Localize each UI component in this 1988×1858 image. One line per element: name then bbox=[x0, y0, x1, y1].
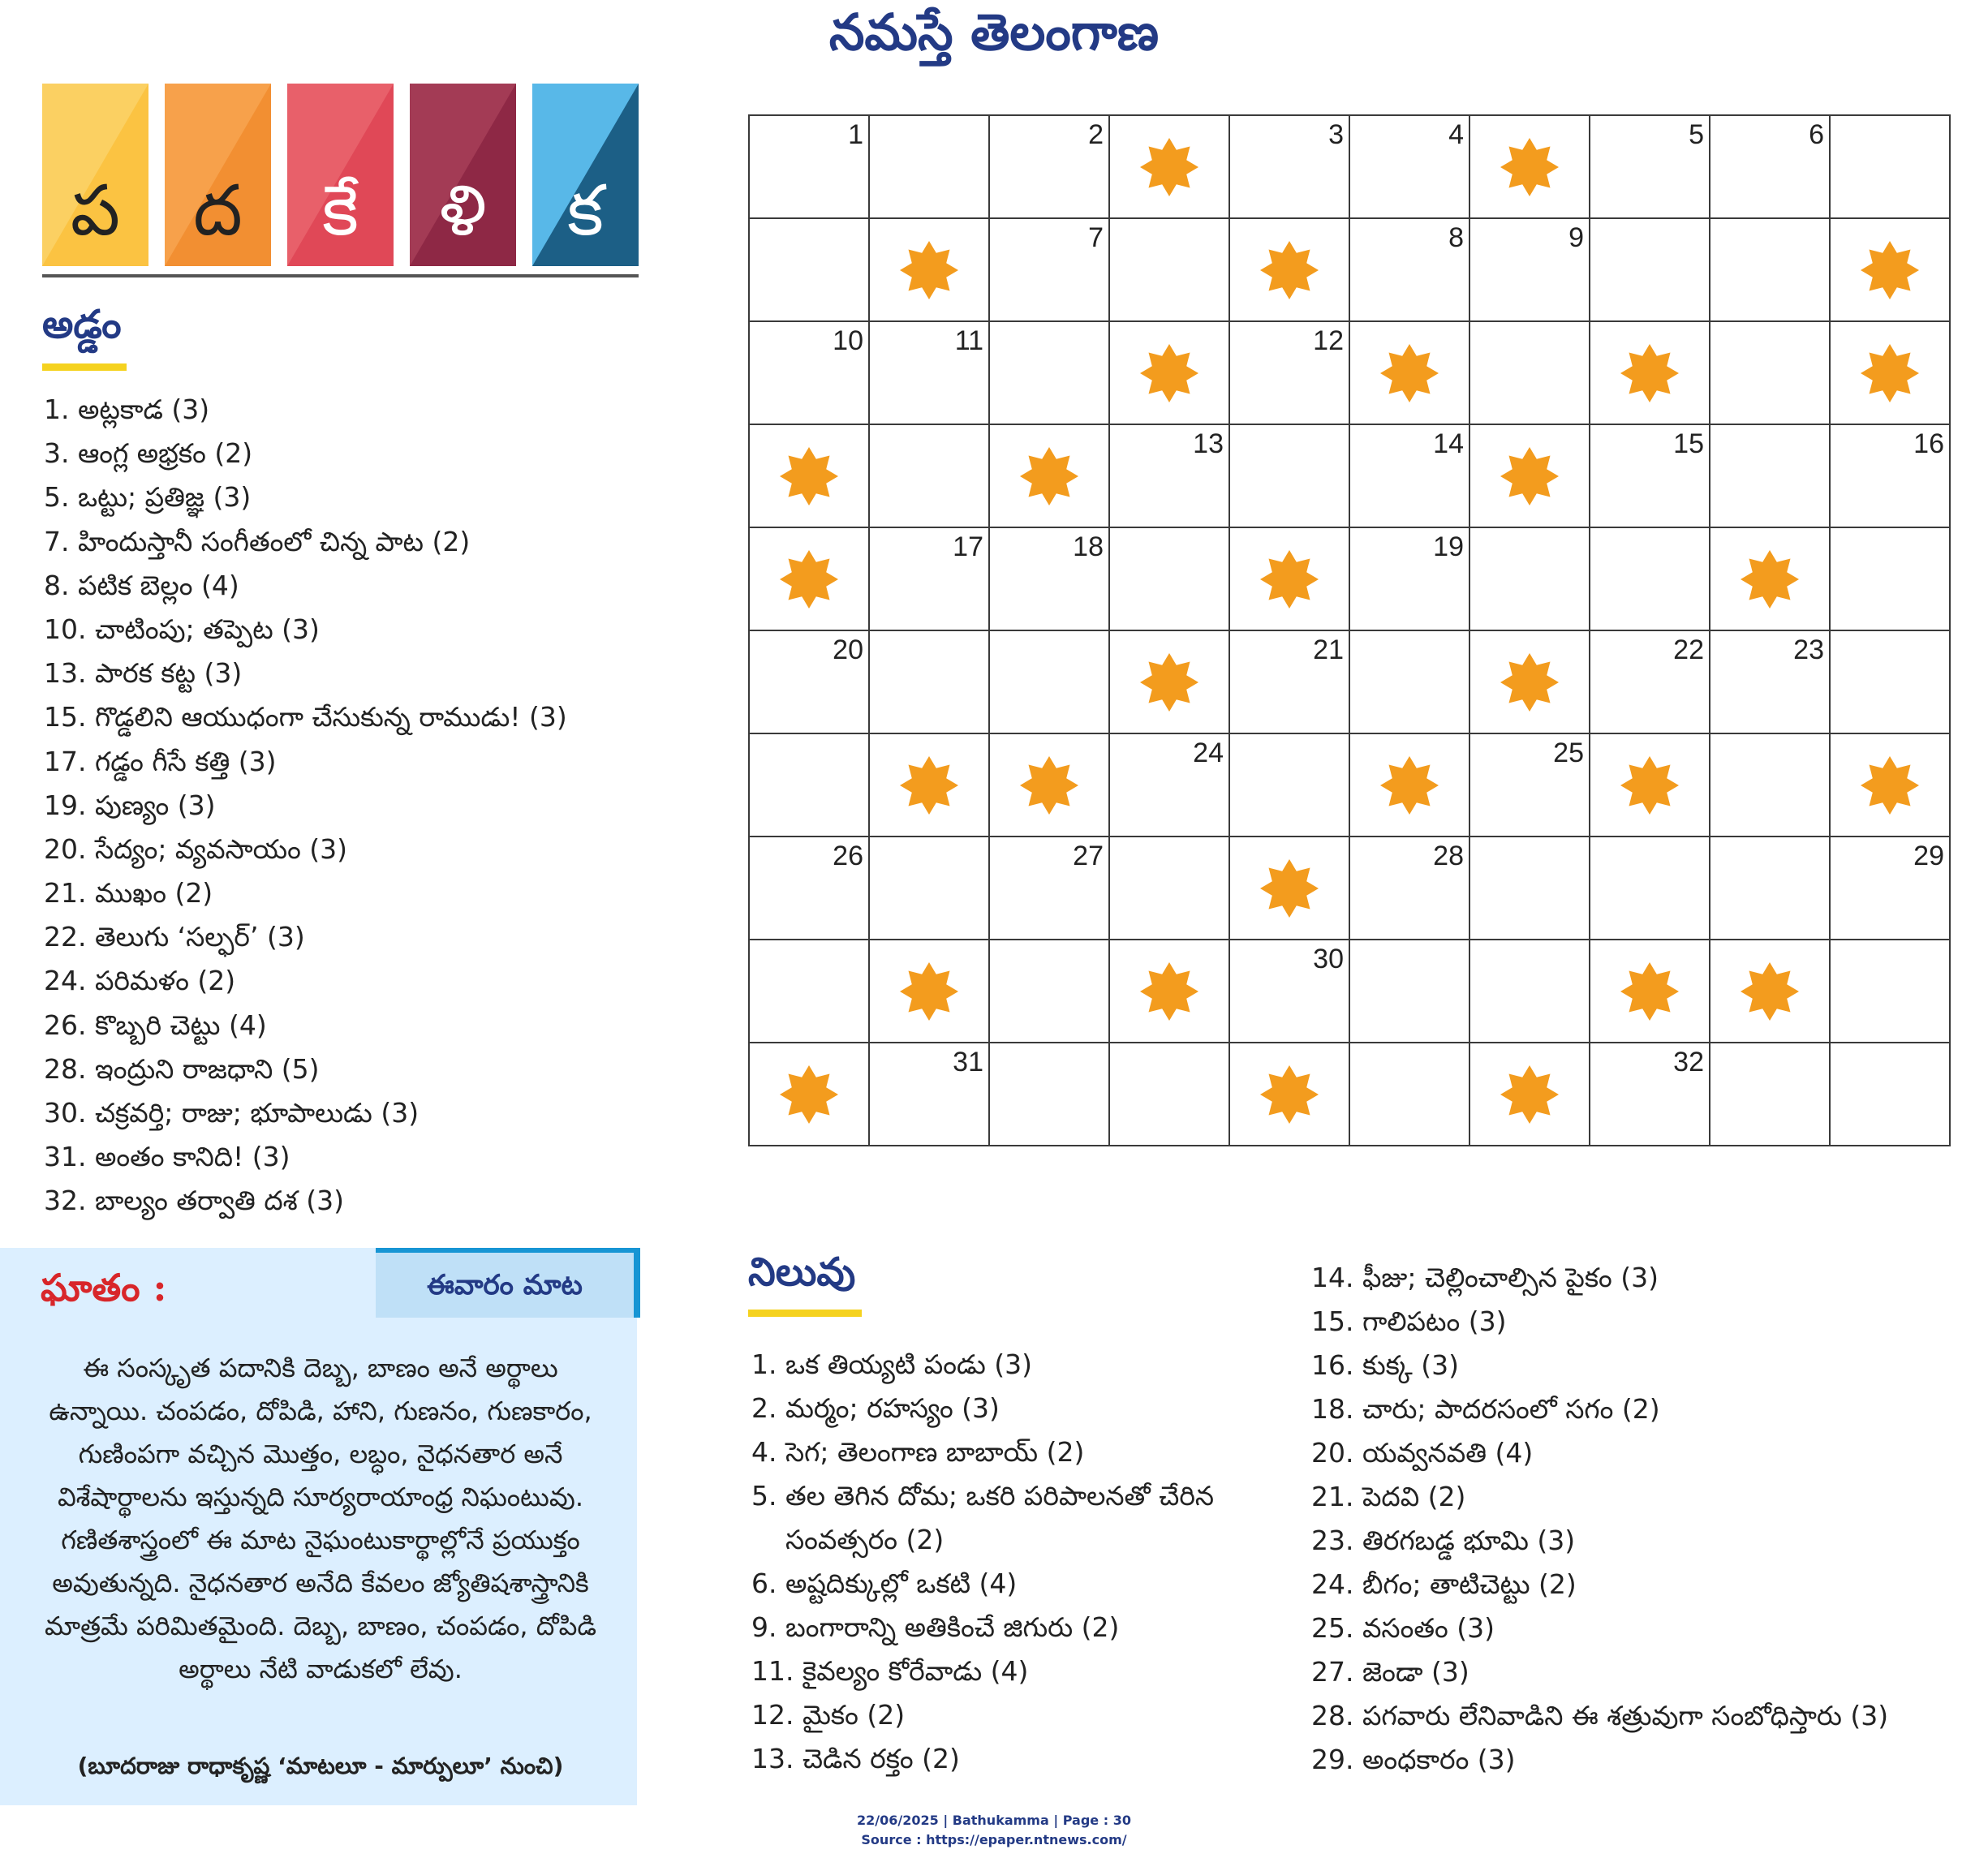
grid-row bbox=[749, 940, 1950, 1043]
grid-cell bbox=[869, 733, 989, 837]
word-of-week-text: ఈ సంస్కృత పదానికి దెబ్బ, బాణం అనే అర్థాలు ఉన్నాయి. చంపడం, దోపిడి, హాని, గుణనం, గుణకారం, గుణింపగా వచ్చిన మొత్తం, లబ్ధం, నైధనతార అనే విశేషార్థాలను ఇస్తున్నది సూర్యరాయాంధ్ర నిఘంటువు. గణితశాస్త్రంలో ఈ మాట నైఘంటుకార్థాల్లోనే ప్రయుక్తం అవుతున్నది. నైధనతార అనేది కేవలం జ్యోతిషశాస్త్రానికి మాత్రమే పరిమితమైంది. దెబ్బ, బాణం, చంపడం, దోపిడి అర్థాలు నేటి వాడుకలో లేవు. bbox=[45, 1353, 596, 1684]
grid-cell bbox=[1469, 424, 1590, 527]
cell-number: 8 bbox=[1448, 222, 1464, 253]
star-icon bbox=[1019, 446, 1079, 506]
star-icon bbox=[1139, 652, 1199, 712]
grid-row bbox=[749, 527, 1950, 630]
grid-cell bbox=[1830, 218, 1950, 321]
clue-item: 19. పుణ్యం (3) bbox=[44, 789, 216, 821]
grid-cell bbox=[749, 424, 869, 527]
clue-item: 6. అష్టదిక్కుల్లో ఒకటి (4) bbox=[751, 1568, 1018, 1599]
star-icon bbox=[1620, 961, 1680, 1021]
clue-item: సంవత్సరం (2) bbox=[785, 1524, 945, 1555]
cell-number: 6 bbox=[1809, 119, 1824, 150]
clue-item: 3. ఆంగ్ల అభ్రకం (2) bbox=[44, 437, 253, 470]
grid-cell bbox=[1109, 630, 1229, 733]
clue-item: 29. అంధకారం (3) bbox=[1311, 1744, 1516, 1775]
clue-item: 32. బాల్యం తర్వాతి దశ (3) bbox=[44, 1185, 345, 1217]
clue-item: 1. ఒక తియ్యటి పండు (3) bbox=[751, 1348, 1033, 1380]
clue-item: 20. యవ్వనవతి (4) bbox=[1311, 1437, 1534, 1469]
grid-cell[interactable] bbox=[1109, 527, 1229, 630]
title-block-5 bbox=[532, 84, 639, 266]
cell-number: 19 bbox=[1433, 531, 1464, 562]
grid-row bbox=[749, 733, 1950, 837]
clue-item: 18. చారు; పాదరసంలో సగం (2) bbox=[1311, 1393, 1660, 1425]
grid-cell bbox=[1469, 115, 1590, 218]
down-clue-list-1 bbox=[751, 1343, 1214, 1781]
grid-cell[interactable] bbox=[1590, 115, 1710, 218]
grid-cell[interactable] bbox=[1830, 424, 1950, 527]
grid-cell bbox=[1349, 321, 1469, 424]
across-underline bbox=[42, 363, 127, 371]
star-icon bbox=[899, 755, 959, 815]
clue-item: 23. తిరగబడ్డ భూమి (3) bbox=[1311, 1525, 1576, 1556]
star-icon bbox=[1500, 1064, 1560, 1125]
grid-cell[interactable] bbox=[1469, 321, 1590, 424]
grid-cell[interactable] bbox=[1109, 733, 1229, 837]
clue-item: 2. మర్మం; రహస్యం (3) bbox=[751, 1392, 1000, 1424]
star-icon bbox=[779, 1064, 839, 1125]
grid-cell[interactable] bbox=[1710, 733, 1830, 837]
title-block-2 bbox=[165, 84, 271, 266]
title-block-letter: క bbox=[567, 170, 604, 252]
clue-item: 24. పరిమళం (2) bbox=[44, 965, 236, 997]
grid-cell[interactable] bbox=[1590, 1043, 1710, 1146]
grid-cell bbox=[1349, 733, 1469, 837]
down-underline bbox=[748, 1310, 862, 1317]
grid-cell bbox=[1830, 321, 1950, 424]
cell-number: 9 bbox=[1568, 222, 1584, 253]
down-heading: నిలువు bbox=[748, 1249, 856, 1295]
grid-cell[interactable] bbox=[1590, 218, 1710, 321]
star-icon bbox=[1500, 446, 1560, 506]
grid-cell[interactable] bbox=[869, 837, 989, 940]
grid-cell[interactable] bbox=[1710, 1043, 1830, 1146]
cell-number: 30 bbox=[1313, 944, 1344, 974]
grid-cell[interactable] bbox=[749, 940, 869, 1043]
grid-cell[interactable] bbox=[749, 115, 869, 218]
grid-cell[interactable] bbox=[749, 837, 869, 940]
title-block-letter: కే bbox=[322, 170, 359, 252]
across-heading: అడ్డం bbox=[42, 302, 122, 347]
cell-number: 14 bbox=[1433, 428, 1464, 459]
cell-number: 15 bbox=[1673, 428, 1704, 459]
grid-cell[interactable] bbox=[1469, 940, 1590, 1043]
clue-item: 21. ముఖం (2) bbox=[44, 877, 213, 910]
clue-item: 17. గడ్డం గీసే కత్తి (3) bbox=[44, 745, 277, 777]
grid-row bbox=[749, 218, 1950, 321]
star-icon bbox=[1500, 652, 1560, 712]
grid-cell[interactable] bbox=[1469, 837, 1590, 940]
grid-cell[interactable] bbox=[1469, 733, 1590, 837]
title-block-letter: ళి bbox=[439, 170, 487, 252]
cell-number: 1 bbox=[848, 119, 863, 150]
grid-cell[interactable] bbox=[869, 527, 989, 630]
grid-cell[interactable] bbox=[869, 630, 989, 733]
grid-cell[interactable] bbox=[1710, 424, 1830, 527]
cell-number: 10 bbox=[833, 325, 863, 356]
cell-number: 16 bbox=[1913, 428, 1944, 459]
grid-cell[interactable] bbox=[1830, 527, 1950, 630]
grid-cell bbox=[1229, 1043, 1349, 1146]
clue-item: 7. హిందుస్తానీ సంగీతంలో చిన్న పాట (2) bbox=[44, 525, 471, 557]
cell-number: 5 bbox=[1689, 119, 1704, 150]
cell-number: 18 bbox=[1073, 531, 1104, 562]
clue-item: 31. అంతం కానిది! (3) bbox=[44, 1141, 290, 1173]
star-icon bbox=[1259, 549, 1319, 609]
title-block-letter: ద bbox=[193, 170, 243, 252]
grid-cell[interactable] bbox=[869, 115, 989, 218]
grid-cell[interactable] bbox=[1830, 630, 1950, 733]
star-icon bbox=[1019, 755, 1079, 815]
cell-number: 25 bbox=[1553, 738, 1584, 768]
across-clue-list bbox=[44, 388, 567, 1224]
clue-item: 21. పెదవి (2) bbox=[1311, 1481, 1466, 1512]
cell-number: 13 bbox=[1193, 428, 1224, 459]
cell-number: 29 bbox=[1913, 841, 1944, 871]
title-block-3 bbox=[287, 84, 394, 266]
clue-item: 1. అట్లకాడ (3) bbox=[44, 394, 210, 425]
grid-cell[interactable] bbox=[1830, 1043, 1950, 1146]
cell-number: 22 bbox=[1673, 634, 1704, 665]
star-icon bbox=[1379, 343, 1439, 403]
grid-cell[interactable] bbox=[989, 218, 1109, 321]
grid-row bbox=[749, 115, 1950, 218]
star-icon bbox=[1860, 240, 1920, 300]
clue-item: 12. మైకం (2) bbox=[751, 1699, 906, 1731]
star-icon bbox=[1139, 343, 1199, 403]
grid-cell[interactable] bbox=[989, 321, 1109, 424]
grid-cell bbox=[1469, 630, 1590, 733]
star-icon bbox=[779, 446, 839, 506]
grid-cell[interactable] bbox=[1229, 115, 1349, 218]
star-icon bbox=[1620, 343, 1680, 403]
cell-number: 31 bbox=[953, 1047, 983, 1077]
grid-cell bbox=[1229, 218, 1349, 321]
grid-cell[interactable] bbox=[1710, 218, 1830, 321]
clue-item: 15. గొడ్డలిని ఆయుధంగా చేసుకున్న రాముడు! (3) bbox=[44, 701, 567, 733]
grid-cell[interactable] bbox=[1229, 321, 1349, 424]
grid-cell bbox=[1830, 733, 1950, 837]
grid-cell bbox=[749, 527, 869, 630]
clue-item: 9. బంగారాన్ని అతికించే జిగురు (2) bbox=[751, 1611, 1120, 1643]
grid-cell bbox=[1109, 940, 1229, 1043]
title-block-letter: ప bbox=[70, 170, 121, 252]
grid-row bbox=[749, 837, 1950, 940]
star-icon bbox=[1620, 755, 1680, 815]
grid-cell bbox=[1590, 733, 1710, 837]
grid-cell bbox=[989, 424, 1109, 527]
star-icon bbox=[1259, 1064, 1319, 1125]
cell-number: 26 bbox=[833, 841, 863, 871]
grid-cell[interactable] bbox=[1349, 630, 1469, 733]
grid-cell[interactable] bbox=[1830, 940, 1950, 1043]
grid-cell[interactable] bbox=[1349, 837, 1469, 940]
clue-item: 28. ఇంద్రుని రాజధాని (5) bbox=[44, 1052, 320, 1085]
grid-cell[interactable] bbox=[1229, 940, 1349, 1043]
grid-cell bbox=[1590, 940, 1710, 1043]
grid-cell[interactable] bbox=[1109, 218, 1229, 321]
grid-row bbox=[749, 630, 1950, 733]
grid-cell[interactable] bbox=[869, 424, 989, 527]
grid-cell[interactable] bbox=[1590, 527, 1710, 630]
grid-cell[interactable] bbox=[869, 321, 989, 424]
title-block-1 bbox=[42, 84, 148, 266]
cell-number: 28 bbox=[1433, 841, 1464, 871]
star-icon bbox=[1139, 961, 1199, 1021]
grid-cell[interactable] bbox=[869, 1043, 989, 1146]
star-icon bbox=[1740, 961, 1800, 1021]
grid-cell[interactable] bbox=[989, 837, 1109, 940]
cell-number: 23 bbox=[1793, 634, 1824, 665]
grid-cell bbox=[869, 940, 989, 1043]
star-icon bbox=[779, 549, 839, 609]
clue-item: 8. పటిక బెల్లం (4) bbox=[44, 569, 239, 601]
clue-item: 30. చక్రవర్తి; రాజు; భూపాలుడు (3) bbox=[44, 1097, 420, 1129]
cell-number: 21 bbox=[1313, 634, 1344, 665]
grid-row bbox=[749, 424, 1950, 527]
grid-row bbox=[749, 321, 1950, 424]
grid-cell[interactable] bbox=[1710, 321, 1830, 424]
grid-cell[interactable] bbox=[989, 115, 1109, 218]
grid-cell[interactable] bbox=[989, 630, 1109, 733]
grid-cell[interactable] bbox=[1710, 630, 1830, 733]
grid-cell[interactable] bbox=[1109, 424, 1229, 527]
grid-cell[interactable] bbox=[749, 733, 869, 837]
grid-cell bbox=[1469, 1043, 1590, 1146]
star-icon bbox=[1860, 755, 1920, 815]
cell-number: 3 bbox=[1328, 119, 1344, 150]
star-icon bbox=[1740, 549, 1800, 609]
cell-number: 7 bbox=[1088, 222, 1104, 253]
grid-cell[interactable] bbox=[1349, 1043, 1469, 1146]
grid-cell[interactable] bbox=[1590, 424, 1710, 527]
cell-number: 20 bbox=[833, 634, 863, 665]
footer-date-line: 22/06/2025 | Bathukamma | Page : 30 bbox=[857, 1813, 1131, 1828]
grid-cell[interactable] bbox=[989, 1043, 1109, 1146]
divider bbox=[42, 274, 639, 277]
cell-number: 11 bbox=[954, 325, 983, 356]
clue-item: 24. బీగం; తాటిచెట్టు (2) bbox=[1311, 1568, 1577, 1600]
clue-item: 15. గాలిపటం (3) bbox=[1311, 1305, 1507, 1337]
clue-item: 26. కొబ్బరి చెట్టు (4) bbox=[44, 1009, 267, 1041]
word-of-week-tab: ఈవారం మాట bbox=[376, 1248, 640, 1318]
clue-item: 28. పగవారు లేనివాడిని ఈ శత్రువుగా సంబోధిస్తారు (3) bbox=[1311, 1700, 1889, 1731]
cell-number: 27 bbox=[1073, 841, 1104, 871]
star-icon bbox=[1139, 137, 1199, 197]
grid-cell[interactable] bbox=[1109, 1043, 1229, 1146]
title-blocks bbox=[42, 84, 639, 266]
cell-number: 12 bbox=[1313, 325, 1344, 356]
word-of-week-credit: (బూదరాజు రాధాకృష్ణ ‘మాటలూ - మార్పులూ’ నుంచి) bbox=[77, 1753, 564, 1779]
star-icon bbox=[899, 240, 959, 300]
grid-cell[interactable] bbox=[1349, 115, 1469, 218]
grid-cell[interactable] bbox=[1349, 940, 1469, 1043]
grid-cell[interactable] bbox=[1590, 630, 1710, 733]
clue-item: 5. ఒట్టు; ప్రతిజ్ఞ (3) bbox=[44, 481, 252, 514]
grid-cell bbox=[1590, 321, 1710, 424]
clue-item: 16. కుక్క (3) bbox=[1311, 1349, 1460, 1381]
grid-cell[interactable] bbox=[1349, 424, 1469, 527]
clue-item: 10. చాటింపు; తప్పెట (3) bbox=[44, 613, 320, 645]
grid-cell[interactable] bbox=[1469, 218, 1590, 321]
grid-cell[interactable] bbox=[1710, 115, 1830, 218]
cell-number: 17 bbox=[953, 531, 983, 562]
clue-item: 11. కైవల్యం కోరేవాడు (4) bbox=[751, 1655, 1029, 1687]
grid-cell bbox=[1710, 527, 1830, 630]
clue-item: 4. సెగ; తెలంగాణ బాబాయ్ (2) bbox=[751, 1436, 1085, 1468]
grid-cell[interactable] bbox=[1229, 630, 1349, 733]
grid-cell[interactable] bbox=[749, 218, 869, 321]
grid-cell[interactable] bbox=[1109, 837, 1229, 940]
star-icon bbox=[899, 961, 959, 1021]
grid-cell bbox=[869, 218, 989, 321]
crossword-grid bbox=[748, 114, 1951, 1146]
grid-cell bbox=[749, 1043, 869, 1146]
star-icon bbox=[1860, 343, 1920, 403]
cell-number: 4 bbox=[1448, 119, 1464, 150]
clue-item: 5. తల తెగిన దోమ; ఒకరి పరిపాలనతో చేరిన bbox=[751, 1480, 1215, 1512]
grid-cell bbox=[989, 733, 1109, 837]
grid-cell[interactable] bbox=[989, 940, 1109, 1043]
grid-cell[interactable] bbox=[1710, 837, 1830, 940]
star-icon bbox=[1500, 137, 1560, 197]
word-of-week-title: ఘాతం : bbox=[41, 1266, 167, 1310]
masthead-title: నమస్తే తెలంగాణ bbox=[828, 2, 1160, 62]
page-footer bbox=[0, 1811, 1988, 1850]
clue-item: 20. సేద్యం; వ్యవసాయం (3) bbox=[44, 832, 348, 865]
grid-cell bbox=[1229, 527, 1349, 630]
cell-number: 2 bbox=[1088, 119, 1104, 150]
star-icon bbox=[1259, 240, 1319, 300]
grid-cell[interactable] bbox=[1349, 527, 1469, 630]
clue-item: 14. ఫీజు; చెల్లించాల్సిన పైకం (3) bbox=[1311, 1262, 1659, 1293]
grid-row bbox=[749, 1043, 1950, 1146]
grid-cell bbox=[1109, 321, 1229, 424]
grid-cell[interactable] bbox=[1590, 837, 1710, 940]
clue-item: 25. వసంతం (3) bbox=[1311, 1612, 1495, 1644]
clue-item: 13. పారక కట్ట (3) bbox=[44, 657, 243, 690]
grid-cell[interactable] bbox=[1229, 733, 1349, 837]
grid-cell[interactable] bbox=[989, 527, 1109, 630]
grid-cell bbox=[1710, 940, 1830, 1043]
footer-source-line: Source : https://epaper.ntnews.com/ bbox=[861, 1832, 1127, 1847]
grid-cell bbox=[1229, 837, 1349, 940]
clue-item: 13. చెడిన రక్తం (2) bbox=[751, 1743, 960, 1774]
cell-number: 32 bbox=[1673, 1047, 1704, 1077]
grid-cell[interactable] bbox=[1830, 115, 1950, 218]
grid-cell[interactable] bbox=[1830, 837, 1950, 940]
title-block-4 bbox=[410, 84, 516, 266]
grid-cell[interactable] bbox=[749, 630, 869, 733]
down-clue-list-2 bbox=[1311, 1256, 1888, 1782]
grid-cell[interactable] bbox=[1229, 424, 1349, 527]
grid-cell[interactable] bbox=[749, 321, 869, 424]
grid-cell[interactable] bbox=[1469, 527, 1590, 630]
grid-cell bbox=[1109, 115, 1229, 218]
clue-item: 27. జెండా (3) bbox=[1311, 1656, 1469, 1688]
clue-item: 22. తెలుగు ‘సల్ఫర్’ (3) bbox=[44, 921, 305, 953]
cell-number: 24 bbox=[1193, 738, 1224, 768]
grid-cell[interactable] bbox=[1349, 218, 1469, 321]
star-icon bbox=[1379, 755, 1439, 815]
star-icon bbox=[1259, 858, 1319, 918]
